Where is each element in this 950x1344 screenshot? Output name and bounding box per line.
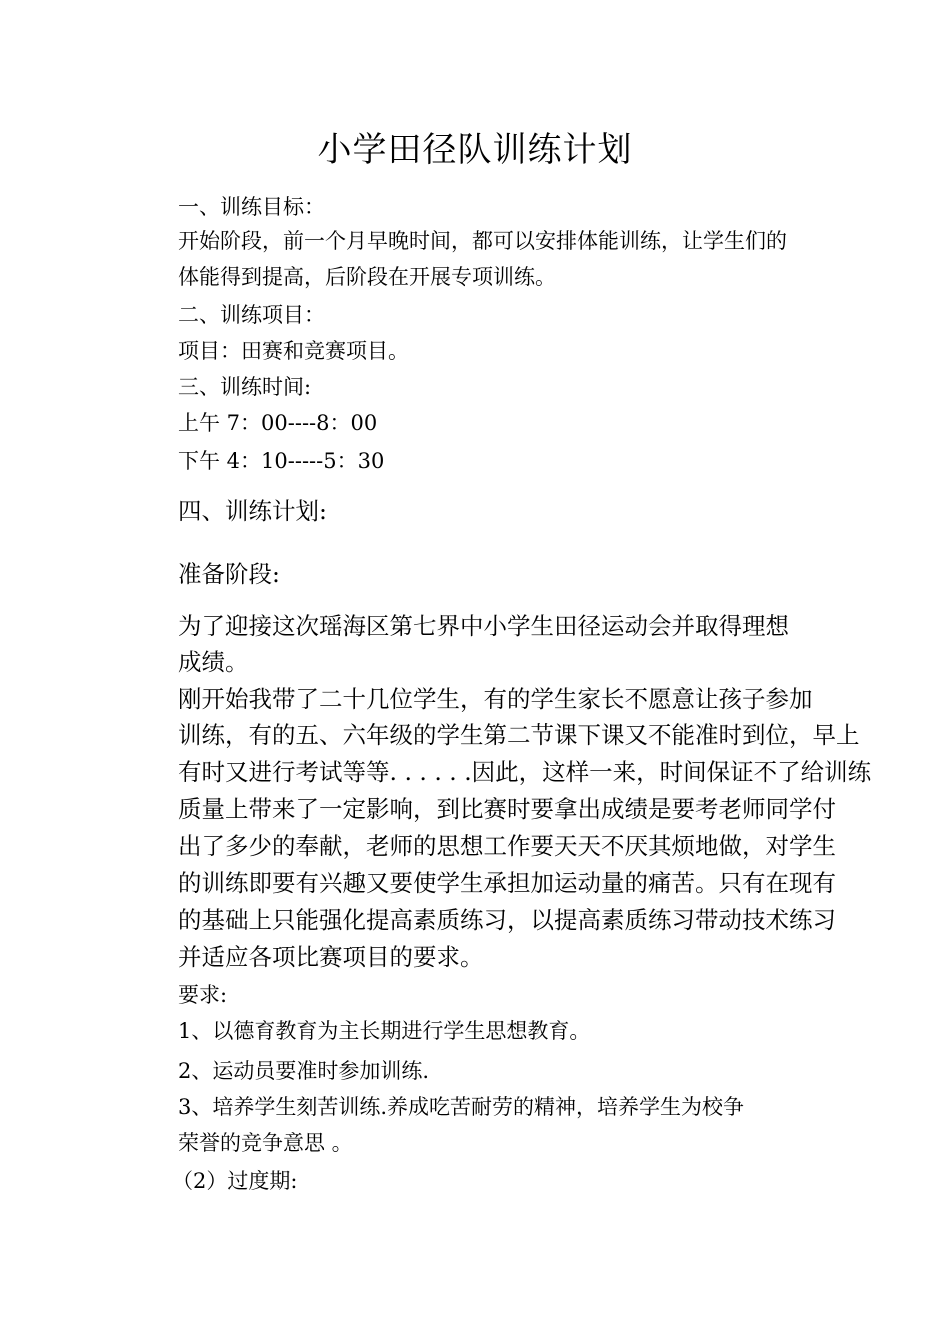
paragraph-line: 为了迎接这次瑶海区第七界中小学生田径运动会并取得理想 xyxy=(178,612,789,640)
paragraph-line: 刚开始我带了二十几位学生，有的学生家长不愿意让孩子参加 xyxy=(178,685,813,713)
paragraph-line: 的训练即要有兴趣又要使学生承担加运动量的痛苦。只有在现有 xyxy=(178,869,836,897)
schedule-afternoon: 下午 4：10-----5：30 xyxy=(178,449,385,473)
section-heading-items: 二、训练项目： xyxy=(178,303,325,327)
subheading-preparation: 准备阶段: xyxy=(178,560,280,588)
document-title: 小学田径队训练计划 xyxy=(317,130,633,170)
paragraph-line: 的基础上只能强化提高素质练习，以提高素质练习带动技术练习 xyxy=(178,906,836,934)
requirement-item-3: 3、培养学生刻苦训练.养成吃苦耐劳的精神，培养学生为校争 xyxy=(178,1095,745,1119)
paragraph-line: 项目：田赛和竞赛项目。 xyxy=(178,339,409,363)
requirements-heading: 要求: xyxy=(178,983,228,1007)
section-heading-plan: 四、训练计划: xyxy=(178,497,327,525)
paragraph-line: 有时又进行考试等等. . . . . .因此，这样一来，时间保证不了给训练 xyxy=(178,758,872,786)
schedule-morning: 上午 7：00----8：00 xyxy=(178,411,378,435)
requirement-item-3-cont: 荣誉的竞争意思 。 xyxy=(178,1131,353,1155)
section-heading-time: 三、训练时间: xyxy=(178,375,312,399)
paragraph-line: 出了多少的奉献，老师的思想工作要天天不厌其烦地做，对学生 xyxy=(178,832,836,860)
section-heading-goals: 一、训练目标： xyxy=(178,195,325,219)
paragraph-line: 体能得到提高，后阶段在开展专项训练。 xyxy=(178,265,556,289)
requirement-item-1: 1、以德育教育为主长期进行学生思想教育。 xyxy=(178,1019,591,1043)
paragraph-line: 成绩。 xyxy=(178,648,249,676)
requirement-item-2: 2、运动员要准时参加训练. xyxy=(178,1059,430,1083)
subheading-transition: （2）过度期: xyxy=(172,1169,298,1193)
paragraph-line: 并适应各项比赛项目的要求。 xyxy=(178,943,484,971)
paragraph-line: 训练，有的五、六年级的学生第二节课下课又不能准时到位，早上 xyxy=(178,721,860,749)
paragraph-line: 质量上带来了一定影响，到比赛时要拿出成绩是要考老师同学付 xyxy=(178,795,836,823)
paragraph-line: 开始阶段，前一个月早晚时间，都可以安排体能训练，让学生们的 xyxy=(178,229,787,253)
